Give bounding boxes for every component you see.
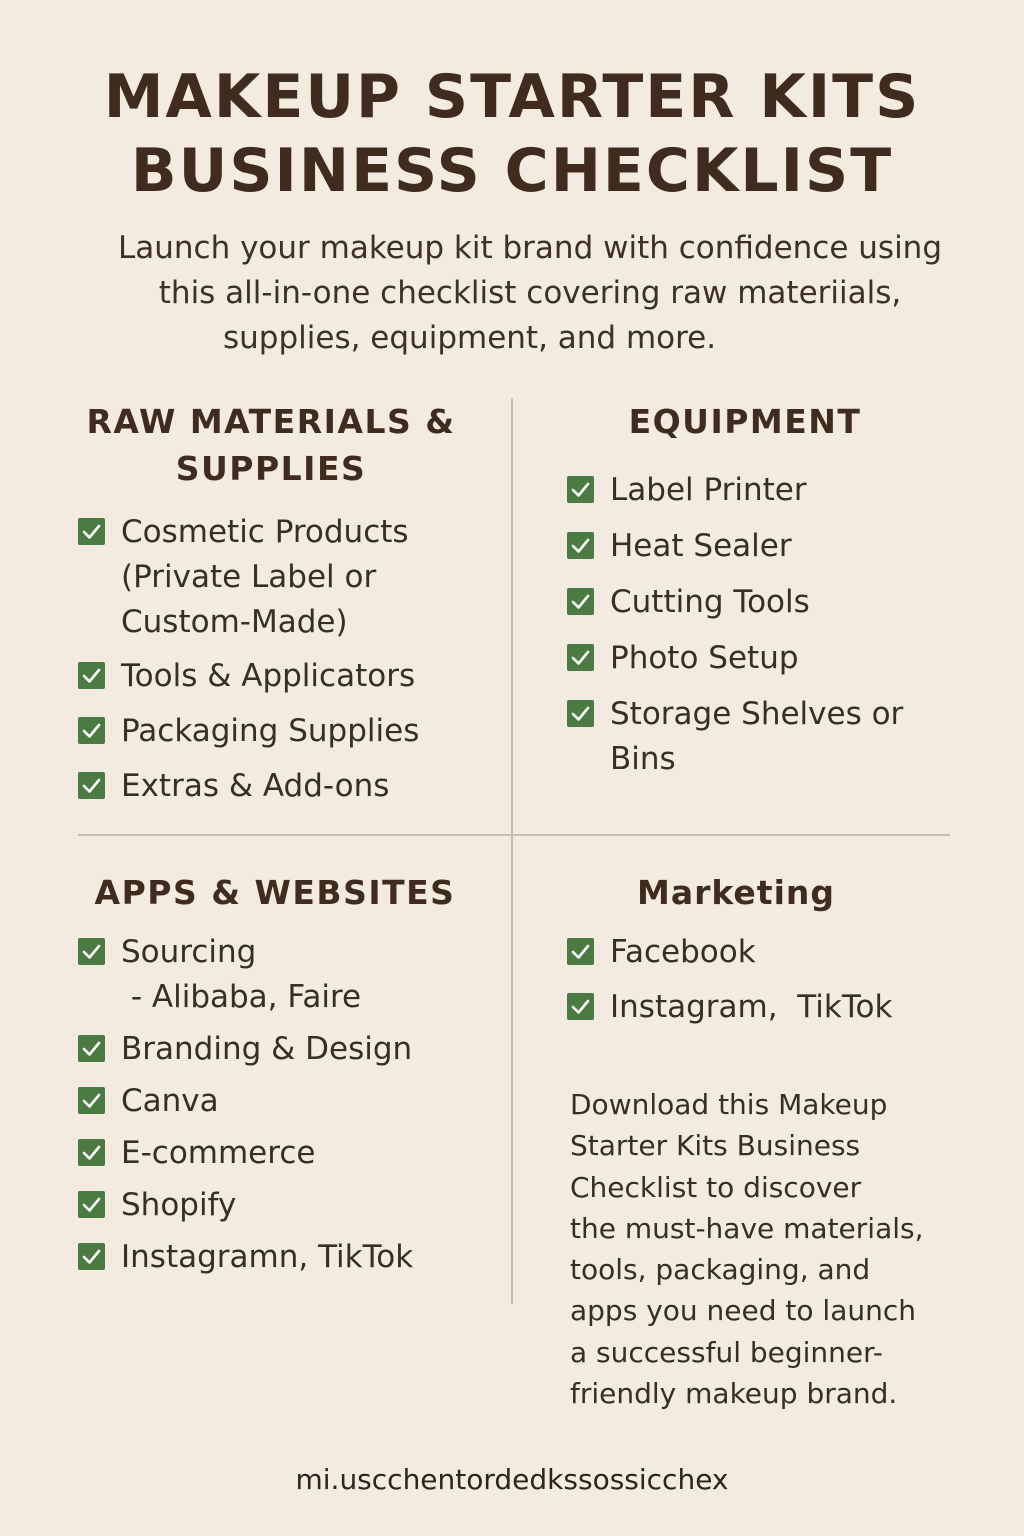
item-label: Label Printer (610, 472, 807, 508)
item-label: Cutting Tools (610, 584, 810, 620)
item-label: Heat Sealer (610, 528, 792, 564)
intro-line-2: this all-in-one checklist covering raw materiials, (158, 275, 902, 311)
promo-line: Starter Kits Business (570, 1129, 861, 1163)
checked-checkbox-icon[interactable] (78, 1191, 105, 1218)
checklist-item[interactable] (78, 1079, 498, 1124)
checked-checkbox-icon[interactable] (78, 1139, 105, 1166)
item-label: Extras & Add-ons (121, 768, 390, 804)
item-label: E-commerce (121, 1135, 316, 1171)
item-label: Instagramn, TikTok (121, 1239, 414, 1275)
checklist-item[interactable] (78, 1131, 498, 1176)
item-label: Cosmetic Products (121, 514, 409, 550)
promo-line: friendly makeup brand. (570, 1377, 898, 1411)
checked-checkbox-icon[interactable] (78, 1243, 105, 1270)
promo-line: Checklist to discover (570, 1170, 862, 1204)
item-label: Instagram, TikTok (610, 989, 893, 1025)
promo-line: apps you need to launch (570, 1294, 916, 1328)
horizontal-divider (78, 834, 950, 836)
section-title-line: APPS & WEBSITES (94, 873, 456, 912)
section-title-line: Marketing (636, 873, 836, 912)
item-label: Tools & Applicators (121, 658, 416, 694)
promo-line: tools, packaging, and (570, 1253, 871, 1287)
page-title (0, 60, 1024, 208)
checklist-item[interactable] (78, 709, 498, 754)
apps-websites-list (78, 930, 498, 1280)
checked-checkbox-icon[interactable] (567, 532, 594, 559)
checked-checkbox-icon[interactable] (567, 588, 594, 615)
item-label: Storage Shelves or (610, 696, 904, 732)
download-promo-text (570, 1084, 950, 1414)
checked-checkbox-icon[interactable] (567, 476, 594, 503)
section-title-line: SUPPLIES (175, 449, 367, 488)
checklist-item[interactable] (78, 654, 498, 699)
checklist-item[interactable] (78, 930, 498, 1020)
title-line-1: MAKEUP STARTER KITS (103, 62, 921, 132)
checked-checkbox-icon[interactable] (567, 644, 594, 671)
checked-checkbox-icon[interactable] (78, 1035, 105, 1062)
intro-line-1: Launch your makeup kit brand with confidence using (117, 230, 943, 266)
item-label: Sourcing (121, 934, 257, 970)
footer-url[interactable]: mi.uscchentordedkssossicchex (295, 1463, 729, 1496)
checklist-item[interactable] (567, 930, 967, 975)
checklist-item[interactable] (567, 468, 967, 513)
checked-checkbox-icon[interactable] (78, 938, 105, 965)
item-label: Photo Setup (610, 640, 799, 676)
checked-checkbox-icon[interactable] (567, 993, 594, 1020)
intro-text (100, 226, 960, 361)
checklist-item[interactable] (567, 524, 967, 569)
promo-line: the must-have materials, (570, 1211, 924, 1245)
title-line-2: BUSINESS CHECKLIST (130, 136, 894, 206)
section-title-equipment (540, 398, 950, 445)
checklist-item[interactable] (567, 985, 967, 1030)
checklist-item[interactable] (78, 764, 498, 809)
checked-checkbox-icon[interactable] (567, 700, 594, 727)
item-label: Shopify (121, 1187, 237, 1223)
item-label-cont: (Private Label or (121, 559, 377, 595)
checklist-item[interactable] (567, 636, 967, 681)
checklist-item[interactable] (78, 1235, 498, 1280)
checked-checkbox-icon[interactable] (78, 662, 105, 689)
item-label-cont: Custom-Made) (121, 604, 348, 640)
section-title-line: EQUIPMENT (628, 402, 862, 441)
marketing-list (567, 930, 967, 1030)
checked-checkbox-icon[interactable] (78, 1087, 105, 1114)
vertical-divider-top (511, 398, 513, 834)
item-label: Facebook (610, 934, 756, 970)
section-title-line: RAW MATERIALS & (86, 402, 456, 441)
checklist-item[interactable] (78, 1183, 498, 1228)
section-title-raw-materials (78, 398, 464, 492)
raw-materials-list (78, 510, 498, 809)
checklist-item[interactable] (567, 580, 967, 625)
checked-checkbox-icon[interactable] (567, 938, 594, 965)
checked-checkbox-icon[interactable] (78, 772, 105, 799)
checklist-item[interactable] (78, 510, 498, 645)
promo-line: Download this Makeup (570, 1088, 888, 1121)
section-title-marketing (540, 869, 932, 916)
item-label-cont: - Alibaba, Faire (121, 979, 362, 1015)
promo-line: a successful beginner- (570, 1335, 883, 1369)
checklist-item[interactable] (567, 692, 967, 782)
checked-checkbox-icon[interactable] (78, 717, 105, 744)
intro-line-3: supplies, equipment, and more. (223, 320, 717, 356)
section-title-apps-websites (78, 869, 472, 916)
item-label-cont: Bins (610, 741, 676, 777)
checklist-item[interactable] (78, 1027, 498, 1072)
checked-checkbox-icon[interactable] (78, 518, 105, 545)
equipment-list (567, 468, 967, 782)
item-label: Canva (121, 1083, 219, 1119)
item-label: Branding & Design (121, 1031, 413, 1067)
item-label: Packaging Supplies (121, 713, 420, 749)
vertical-divider-bottom (511, 836, 513, 1304)
